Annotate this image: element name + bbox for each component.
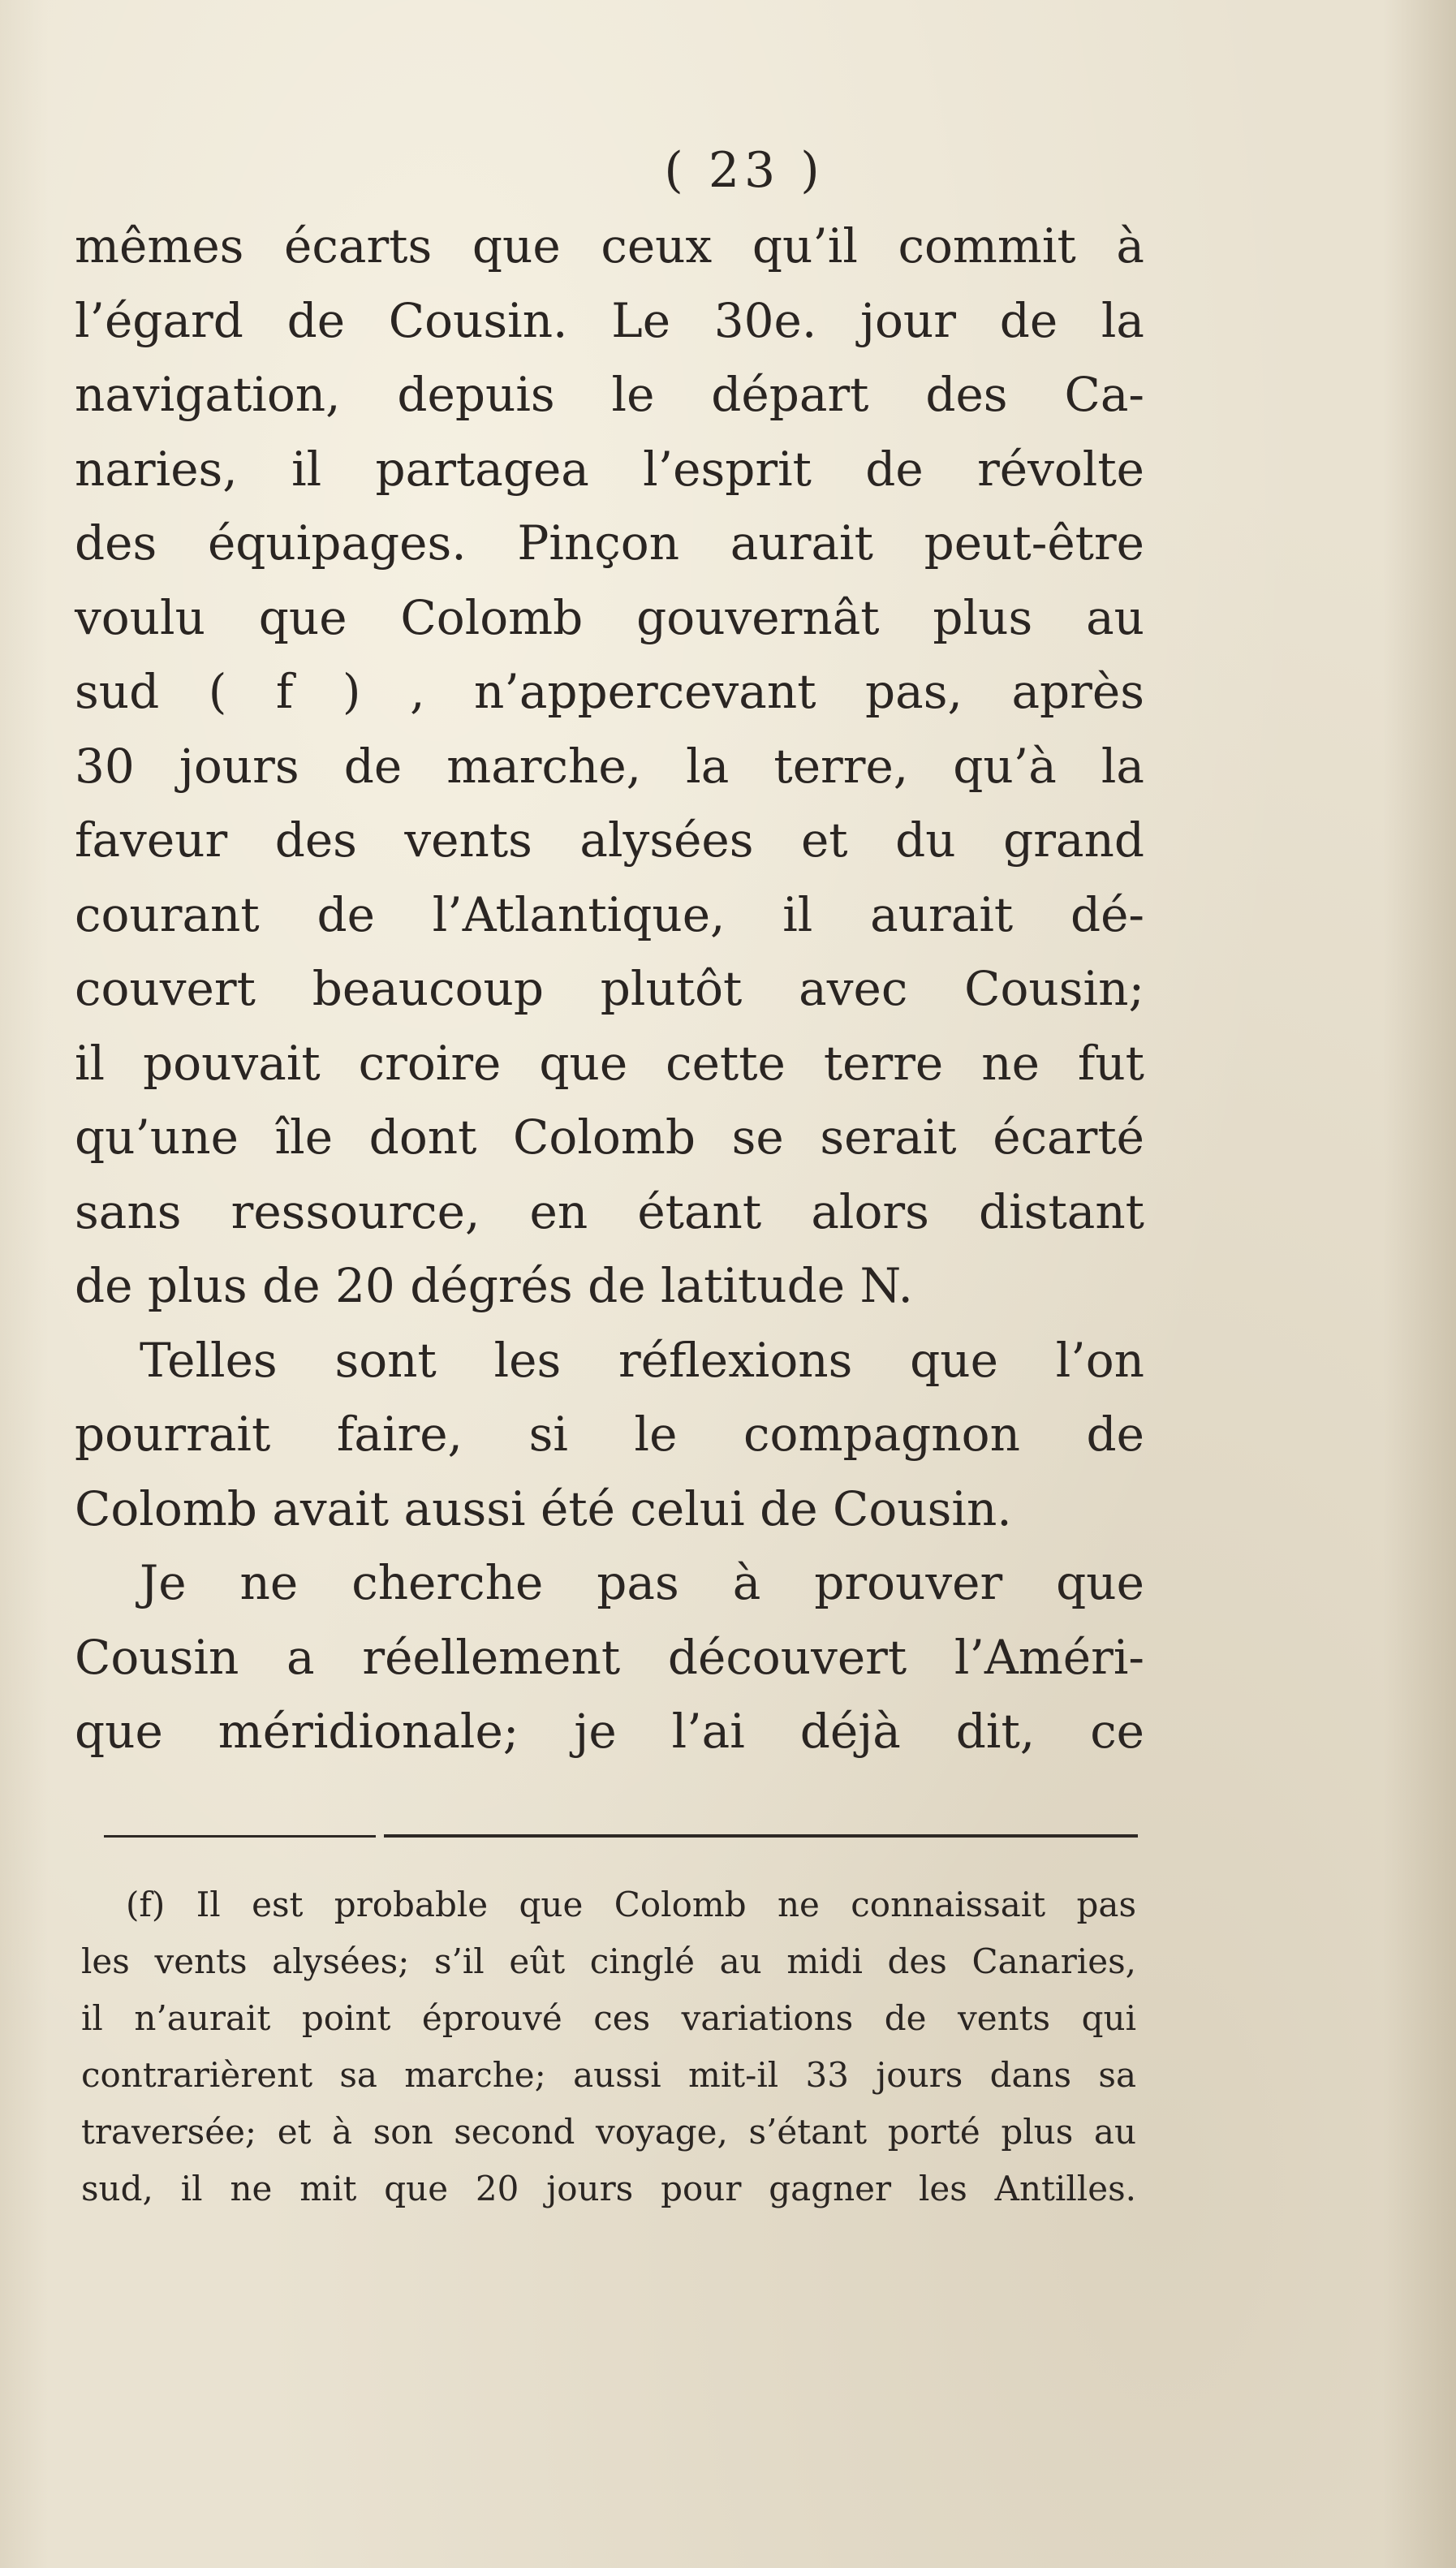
footnote xyxy=(81,1876,1136,2217)
text-line: l’égard de Cousin. Le 30e. jour de la xyxy=(75,292,1144,348)
main-text xyxy=(75,209,1144,1769)
text-line: naries, il partagea l’esprit de révolte xyxy=(75,441,1144,497)
text-line: Telles sont les réflexions que l’on xyxy=(140,1332,1144,1388)
footnote-line: sud, il ne mit que 20 jours pour gagner les Antilles. xyxy=(81,2169,1136,2208)
text-line: sans ressource, en étant alors distant xyxy=(75,1183,1144,1239)
separator-rule-short xyxy=(104,1835,376,1838)
text-line: voulu que Colomb gouvernât plus au xyxy=(75,589,1144,645)
footnote-line: contrarièrent sa marche; aussi mit-il 33 jours dans sa xyxy=(81,2055,1136,2095)
text-line: Colomb avait aussi été celui de Cousin. xyxy=(75,1480,1012,1536)
footnote-line: (f) Il est probable que Colomb ne connaissait pas xyxy=(126,1885,1136,1924)
text-line: Cousin a réellement découvert l’Améri- xyxy=(75,1629,1144,1685)
separator-rule-long xyxy=(384,1834,1138,1838)
text-line: pourrait faire, si le compagnon de xyxy=(75,1407,1144,1462)
text-line: 30 jours de marche, la terre, qu’à la xyxy=(75,738,1144,794)
text-line: navigation, depuis le départ des Ca- xyxy=(75,367,1144,422)
text-line: Je ne cherche pas à prouver que xyxy=(140,1555,1144,1610)
footnote-line: il n’aurait point éprouvé ces variations de vents qui xyxy=(81,1998,1136,2038)
page-number: ( 23 ) xyxy=(664,142,825,199)
text-line: courant de l’Atlantique, il aurait dé- xyxy=(75,886,1144,942)
text-line: des équipages. Pinçon aurait peut-être xyxy=(75,515,1144,571)
text-line: qu’une île dont Colomb se serait écarté xyxy=(75,1109,1144,1165)
text-line: couvert beaucoup plutôt avec Cousin; xyxy=(75,961,1144,1016)
text-line: il pouvait croire que cette terre ne fut xyxy=(75,1035,1144,1091)
text-line: sud ( f ) , n’appercevant pas, après xyxy=(75,664,1144,719)
text-line: mêmes écarts que ceux qu’il commit à xyxy=(75,218,1144,274)
text-line: de plus de 20 dégrés de latitude N. xyxy=(75,1258,913,1313)
footnote-separator xyxy=(104,1833,1138,1839)
text-line: que méridionale; je l’ai déjà dit, ce xyxy=(75,1704,1144,1759)
text-line: faveur des vents alysées et du grand xyxy=(75,812,1144,868)
footnote-line: les vents alysées; s’il eût cinglé au midi des Canaries, xyxy=(81,1941,1136,1981)
footnote-line: traversée; et à son second voyage, s’étant porté plus au xyxy=(81,2112,1136,2152)
